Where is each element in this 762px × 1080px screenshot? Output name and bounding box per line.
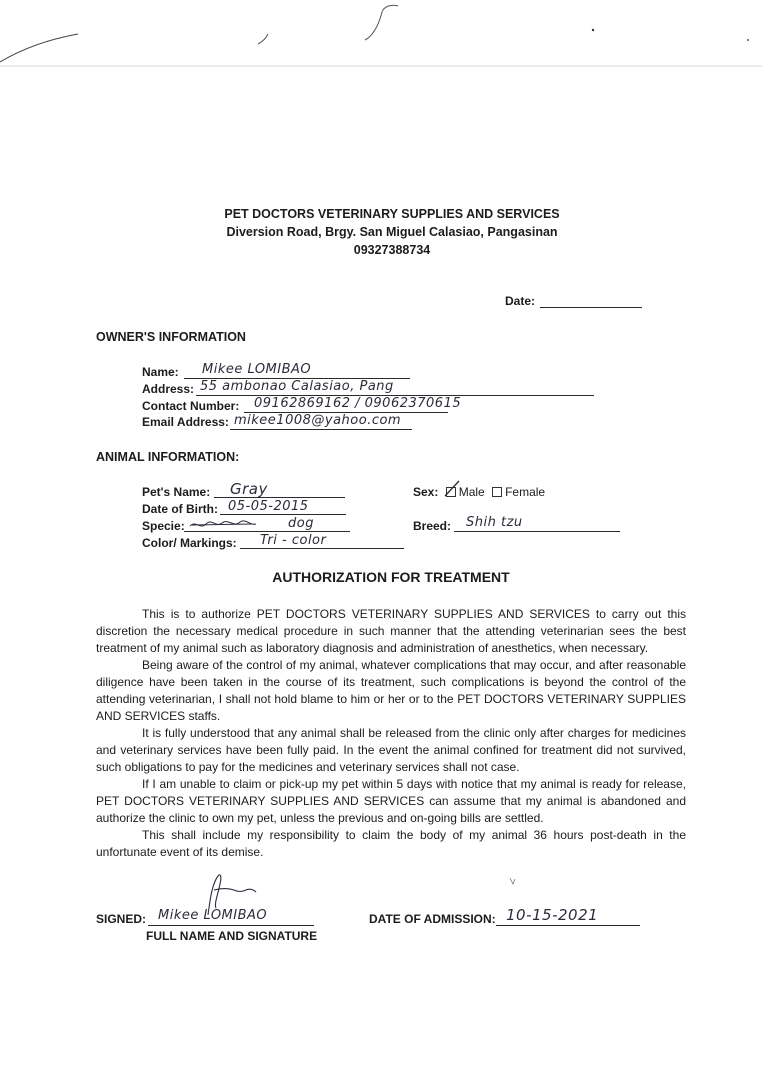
owner-section-title: OWNER'S INFORMATION (96, 330, 246, 344)
animal-section-title: ANIMAL INFORMATION: (96, 450, 240, 464)
sex-female-checkbox[interactable] (492, 487, 502, 497)
admission-date-line[interactable] (496, 925, 640, 926)
checkmark-icon (444, 480, 460, 498)
sex-male-checkbox[interactable] (446, 487, 456, 497)
dob-line[interactable] (220, 514, 346, 515)
sex-label: Sex: (413, 485, 439, 499)
company-name: PET DOCTORS VETERINARY SUPPLIES AND SERVICES (224, 207, 560, 221)
owner-name-label: Name: (142, 365, 179, 379)
stray-pen-mark (508, 876, 518, 886)
authorization-paragraph: This shall include my responsibility to claim the body of my animal 36 hours post-death in the unfortunate event of its demise. (96, 828, 686, 859)
breed-value: Shih tzu (466, 515, 523, 530)
date-line[interactable] (540, 307, 642, 308)
specie-line[interactable] (184, 531, 350, 532)
signature-caption: FULL NAME AND SIGNATURE (146, 929, 318, 943)
sex-male-label: Male (458, 485, 485, 499)
authorization-paragraph: This is to authorize PET DOCTORS VETERINARY SUPPLIES AND SERVICES to carry out this discretion the necessary medical procedure in such manner that the attending veterinarian sees the best treatment of my animal such as laboratory diagnosis and administration of anesthetics, when necessary. (96, 607, 686, 655)
sex-female-label: Female (505, 485, 546, 499)
signed-name-value: Mikee LOMIBAO (158, 908, 268, 923)
authorization-paragraph: It is fully understood that any animal shall be released from the clinic only after charges for medicines and veterinary services have been fully paid. In the event the animal confined for treatment did not survived, such obligations to pay for the medicines and veterinary services shall not case. (96, 726, 686, 774)
breed-line[interactable] (454, 531, 620, 532)
dob-value: 05-05-2015 (228, 499, 309, 514)
color-value: Tri - color (260, 533, 327, 548)
authorization-body (96, 606, 686, 861)
breed-label: Breed: (413, 519, 452, 533)
owner-contact-label: Contact Number: (142, 399, 240, 413)
authorization-title: AUTHORIZATION FOR TREATMENT (272, 569, 510, 585)
company-address: Diversion Road, Brgy. San Miguel Calasiao, Pangasinan (226, 225, 558, 239)
specie-value: dog (288, 516, 314, 531)
owner-email-label: Email Address: (142, 415, 229, 429)
specie-label: Specie: (142, 519, 185, 533)
signature-line[interactable] (148, 925, 314, 926)
owner-address-label: Address: (142, 382, 195, 396)
admission-date-value: 10-15-2021 (506, 906, 599, 924)
authorization-paragraph: If I am unable to claim or pick-up my pet within 5 days with notice that my animal is ready for release, PET DOCTORS VETERINARY SUPPLIES AND SERVICES can assume that my animal is abandoned and authorize the clinic to own my pet, unless the previous and on-going bills are settled. (96, 777, 686, 825)
owner-name-value: Mikee LOMIBAO (202, 362, 312, 377)
owner-contact-value: 09162869162 / 09062370615 (254, 396, 462, 411)
scan-artifact-marks (0, 0, 762, 80)
dob-label: Date of Birth: (142, 502, 218, 516)
color-line[interactable] (240, 548, 404, 549)
pet-name-value: Gray (230, 480, 268, 498)
date-label: Date: (505, 294, 536, 308)
company-phone: 09327388734 (353, 243, 431, 257)
pet-name-line[interactable] (214, 497, 345, 498)
owner-email-line[interactable] (230, 429, 412, 430)
admission-date-label: DATE OF ADMISSION: (369, 912, 496, 926)
signed-label: SIGNED: (96, 912, 147, 926)
owner-address-value: 55 ambonao Calasiao, Pang (200, 379, 394, 394)
sex-field (413, 485, 545, 499)
owner-email-value: mikee1008@yahoo.com (234, 413, 402, 428)
specie-strikethrough-scribble (188, 516, 258, 532)
color-label: Color/ Markings: (142, 536, 237, 550)
pet-name-label: Pet's Name: (142, 485, 211, 499)
authorization-paragraph: Being aware of the control of my animal, whatever complications that may occur, and after reasonable diligence have been taken in the course of its treatment, such complications is beyond the control of the attending veterinarian, I shall not hold blame to him or her or to the PET DOCTORS VETERINARY SUPPLIES AND SERVICES staffs. (96, 658, 686, 723)
